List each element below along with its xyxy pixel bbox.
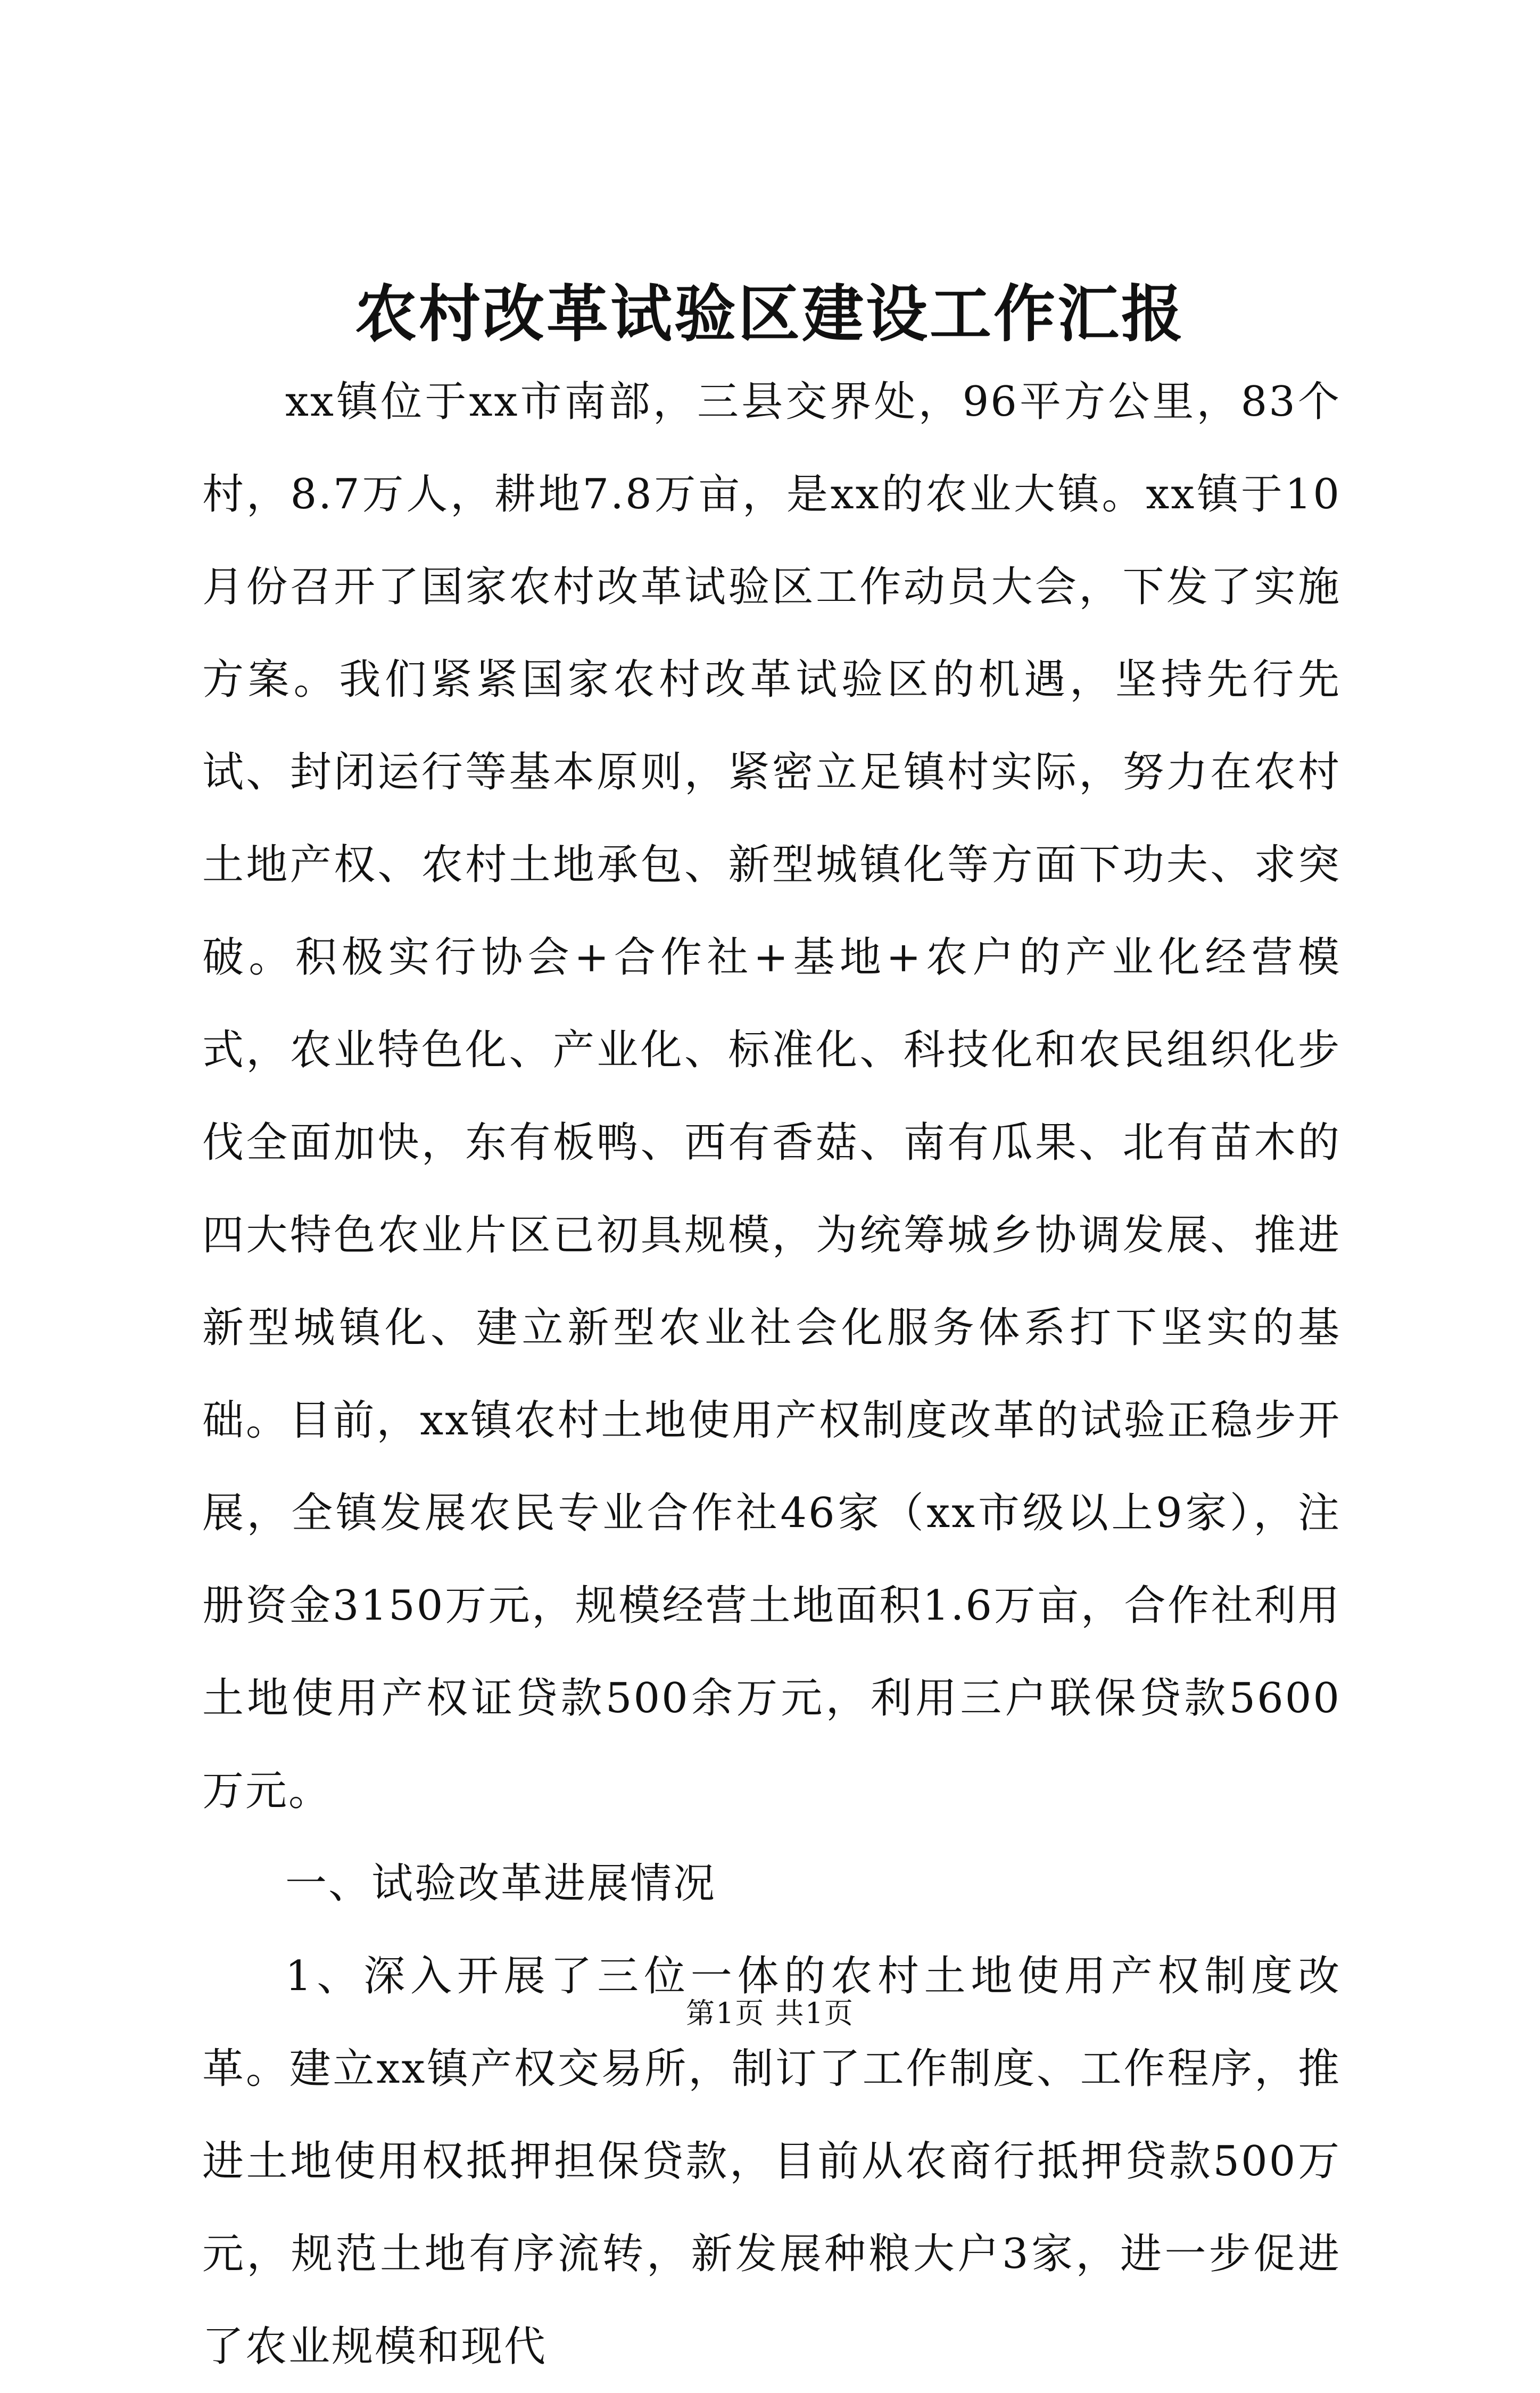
item-paragraph: 1、深入开展了三位一体的农村土地使用产权制度改革。建立xx镇产权交易所，制订了工作制度、工作程序，推进土地使用权抵押担保贷款，目前从农商行抵押贷款500万元，规范土地有序流转，新发展种粮大户3家，进一步促进了农业规模和现代 [202,1952,1341,2371]
document-title: 农村改革试验区建设工作汇报 [355,278,1185,350]
document-body [202,356,1341,2393]
intro-paragraph: xx镇位于xx市南部，三县交界处，96平方公里，83个村，8.7万人，耕地7.8万亩，是xx的农业大镇。xx镇于10月份召开了国家农村改革试验区工作动员大会，下发了实施方案。我们紧紧国家农村改革试验区的机遇，坚持先行先试、封闭运行等基本原则，紧密立足镇村实际，努力在农村土地产权、农村土地承包、新型城镇化等方面下功夫、求突破。积极实行协会+合作社+基地+农户的产业化经营模式，农业特色化、产业化、标准化、科技化和农民组织化步伐全面加快，东有板鸭、西有香菇、南有瓜果、北有苗木的四大特色农业片区已初具规模，为统筹城乡协调发展、推进新型城镇化、建立新型农业社会化服务体系打下坚实的基础。目前，xx镇农村土地使用产权制度改革的试验正稳步开展，全镇发展农民专业合作社46家（xx市级以上9家），注册资金3150万元，规模经营土地面积1.6万亩，合作社利用土地使用产权证贷款500余万元，利用三户联保贷款5600万元。 [202,378,1341,1815]
page-footer: 第1页 共1页 [686,1996,854,2030]
section-heading: 一、试验改革进展情况 [285,1860,717,1908]
